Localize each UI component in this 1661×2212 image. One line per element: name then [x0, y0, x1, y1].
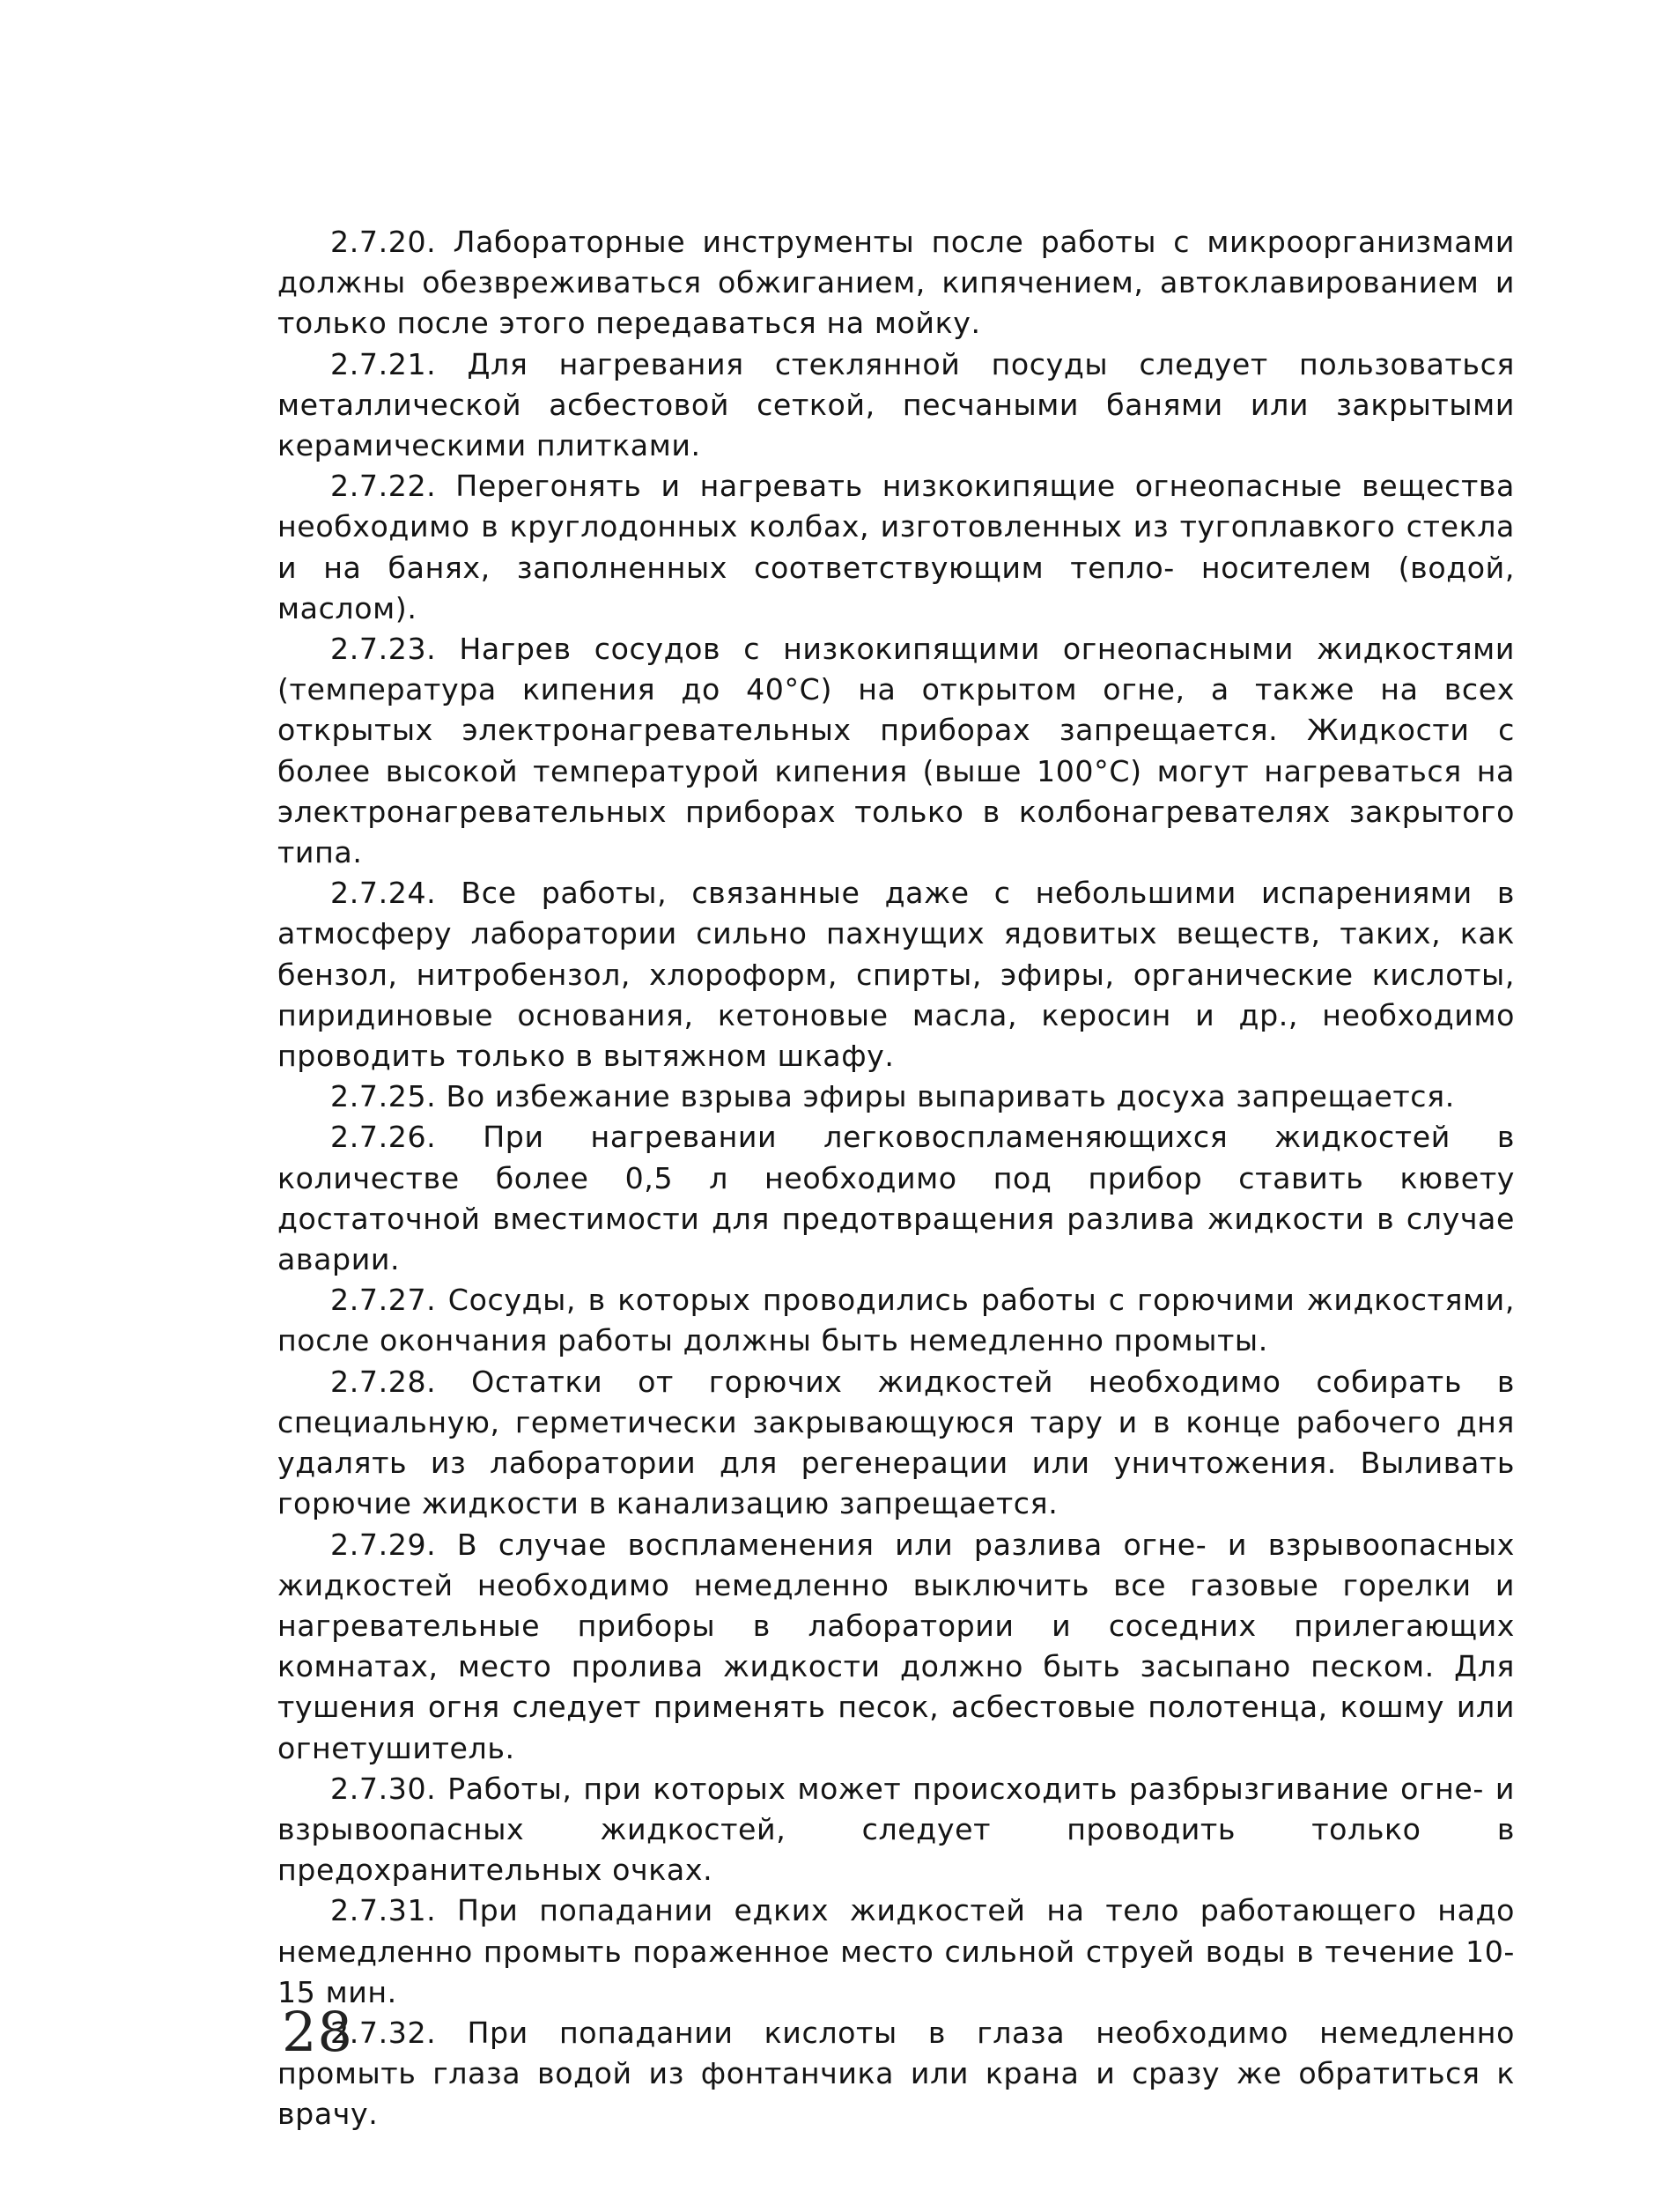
paragraph-2-7-20: 2.7.20. Лабораторные инструменты после работы с микроорганизмами должны обезвреживаться обжиганием, кипячением, автоклавированием и только после этого передаваться на мойку. [277, 225, 1515, 341]
paragraph-2-7-29: 2.7.29. В случае воспламенения или разлива огне- и взрывоопасных жидкостей необходимо немедленно выключить все газовые горелки и нагревательные приборы в лаборатории и соседних прилегающих комнатах, место пролива жидкости должно быть засыпано песком. Для тушения огня следует применять песок, асбестовые полотенца, кошму или огнетушитель. [277, 1527, 1515, 1765]
paragraph-2-7-28: 2.7.28. Остатки от горючих жидкостей необходимо собирать в специальную, герметически закрывающуюся тару и в конце рабочего дня удалять из лаборатории для регенерации или уничтожения. Выливать горючие жидкости в канализацию запрещается. [277, 1364, 1515, 1521]
page-number: 28 [282, 2000, 353, 2064]
paragraph-2-7-31: 2.7.31. При попадании едких жидкостей на тело работающего надо немедленно промыть пораженное место сильной струей воды в течение 10-15 мин. [277, 1893, 1515, 2009]
paragraph-2-7-21: 2.7.21. Для нагревания стеклянной посуды следует пользоваться металлической асбестовой сеткой, песчаными банями или закрытыми керамическими плитками. [277, 346, 1515, 463]
paragraph-2-7-32: 2.7.32. При попадании кислоты в глаза необходимо немедленно промыть глаза водой из фонтанчика или крана и сразу же обратиться к врачу. [277, 2015, 1515, 2132]
body-text [277, 222, 1515, 2135]
paragraph-2-7-23: 2.7.23. Нагрев сосудов с низкокипящими огнеопасными жидкостями (температура кипения до 40°С) на открытом огне, а также на всех открытых электронагревательных приборах запрещается. Жидкости с более высокой температурой кипения (выше 100°С) могут нагреваться на электронагревательных приборах только в колбонагревателях закрытого типа. [277, 632, 1515, 870]
paragraph-2-7-24: 2.7.24. Все работы, связанные даже с небольшими испарениями в атмосферу лаборатории сильно пахнущих ядовитых веществ, таких, как бензол, нитробензол, хлороформ, спирты, эфиры, органические кислоты, пиридиновые основания, кетоновые масла, керосин и др., необходимо проводить только в вытяжном шкафу. [277, 876, 1515, 1074]
paragraph-2-7-25: 2.7.25. Во избежание взрыва эфиры выпаривать досуха запрещается. [330, 1079, 1455, 1114]
paragraph-2-7-26: 2.7.26. При нагревании легковоспламеняющихся жидкостей в количестве более 0,5 л необходимо под прибор ставить кювету достаточной вместимости для предотвращения разлива жидкости в случае аварии. [277, 1120, 1515, 1277]
paragraph-2-7-22: 2.7.22. Перегонять и нагревать низкокипящие огнеопасные вещества необходимо в круглодонных колбах, изготовленных из тугоплавкого стекла и на банях, заполненных соответствующим тепло- носителем (водой, маслом). [277, 469, 1515, 625]
paragraph-2-7-30: 2.7.30. Работы, при которых может происходить разбрызгивание огне- и взрывоопасных жидкостей, следует проводить только в предохранительных очках. [277, 1771, 1515, 1888]
paragraph-2-7-27: 2.7.27. Сосуды, в которых проводились работы с горючими жидкостями, после окончания работы должны быть немедленно промыты. [277, 1283, 1515, 1358]
